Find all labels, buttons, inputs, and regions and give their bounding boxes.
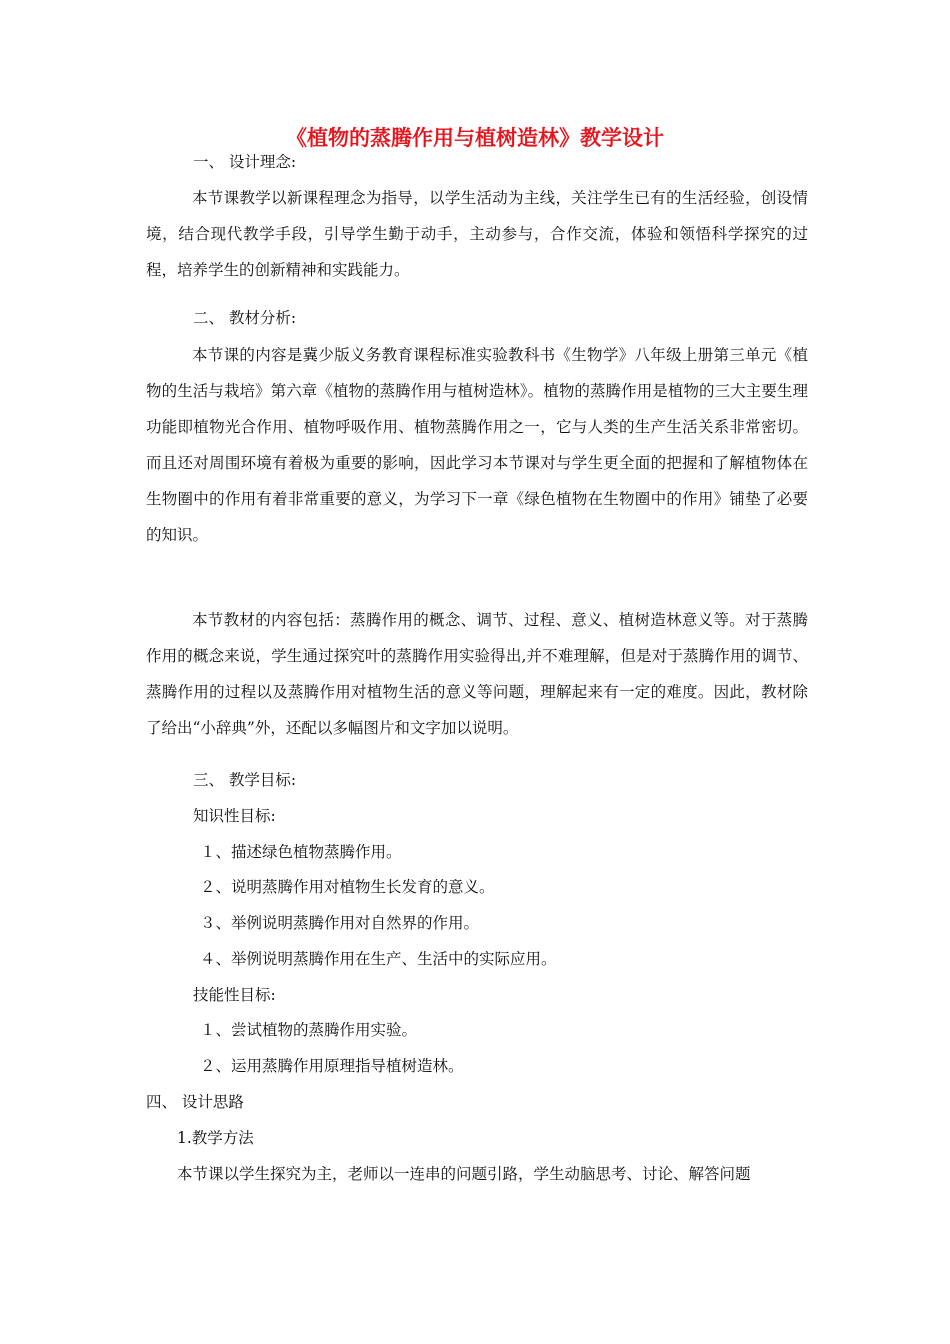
section-4-heading: 四、 设计思路 xyxy=(146,1093,244,1111)
section-2-paragraph-2: 本节教材的内容包括：蒸腾作用的概念、调节、过程、意义、植树造林意义等。对于蒸腾作用的概念来说，学生通过探究叶的蒸腾作用实验得出,并不难理解，但是对于蒸腾作用的调节、蒸腾作用的过程以及蒸腾作用对植物生活的意义等问题，理解起来有一定的难度。因此，教材除了给出“小辞典”外，还配以多幅图片和文字加以说明。 xyxy=(146,611,808,737)
section-4-paragraph: 本节课以学生探究为主，老师以一连串的问题引路，学生动脑思考、讨论、解答问题 xyxy=(177,1165,751,1183)
section-2-heading: 二、 教材分析: xyxy=(193,309,297,327)
knowledge-goals-heading: 知识性目标: xyxy=(193,807,276,825)
knowledge-goal-item: ４、举例说明蒸腾作用在生产、生活中的实际应用。 xyxy=(200,950,557,968)
knowledge-goal-item: ３、举例说明蒸腾作用对自然界的作用。 xyxy=(200,914,480,932)
section-1-paragraph: 本节课教学以新课程理念为指导，以学生活动为主线，关注学生已有的生活经验，创设情境，结合现代教学手段，引导学生勤于动手，主动参与，合作交流，体验和领悟科学探究的过程，培养学生的创新精神和实践能力。 xyxy=(146,189,808,279)
skill-goal-item: １、尝试植物的蒸腾作用实验。 xyxy=(200,1021,418,1039)
knowledge-goal-item: １、描述绿色植物蒸腾作用。 xyxy=(200,843,402,861)
section-3-heading: 三、 教学目标: xyxy=(193,771,297,789)
skill-goal-item: ２、运用蒸腾作用原理指导植树造林。 xyxy=(200,1057,464,1075)
knowledge-goal-item: ２、说明蒸腾作用对植物生长发育的意义。 xyxy=(200,878,495,896)
skill-goals-heading: 技能性目标: xyxy=(193,986,276,1004)
section-2-paragraph-1: 本节课的内容是冀少版义务教育课程标准实验教科书《生物学》八年级上册第三单元《植物的生活与栽培》第六章《植物的蒸腾作用与植树造林》。植物的蒸腾作用是植物的三大主要生理功能即植物光合作用、植物呼吸作用、植物蒸腾作用之一，它与人类的生产生活关系非常密切。而且还对周围环境有着极为重要的影响，因此学习本节课对与学生更全面的把握和了解植物体在生物圈中的作用有着非常重要的意义，为学习下一章《绿色植物在生物圈中的作用》铺垫了必要的知识。 xyxy=(146,346,808,544)
section-4-subheading: 1.教学方法 xyxy=(177,1129,254,1147)
section-1-heading: 一、 设计理念: xyxy=(193,153,297,171)
document-title: 《植物的蒸腾作用与植树造林》教学设计 xyxy=(286,126,664,150)
